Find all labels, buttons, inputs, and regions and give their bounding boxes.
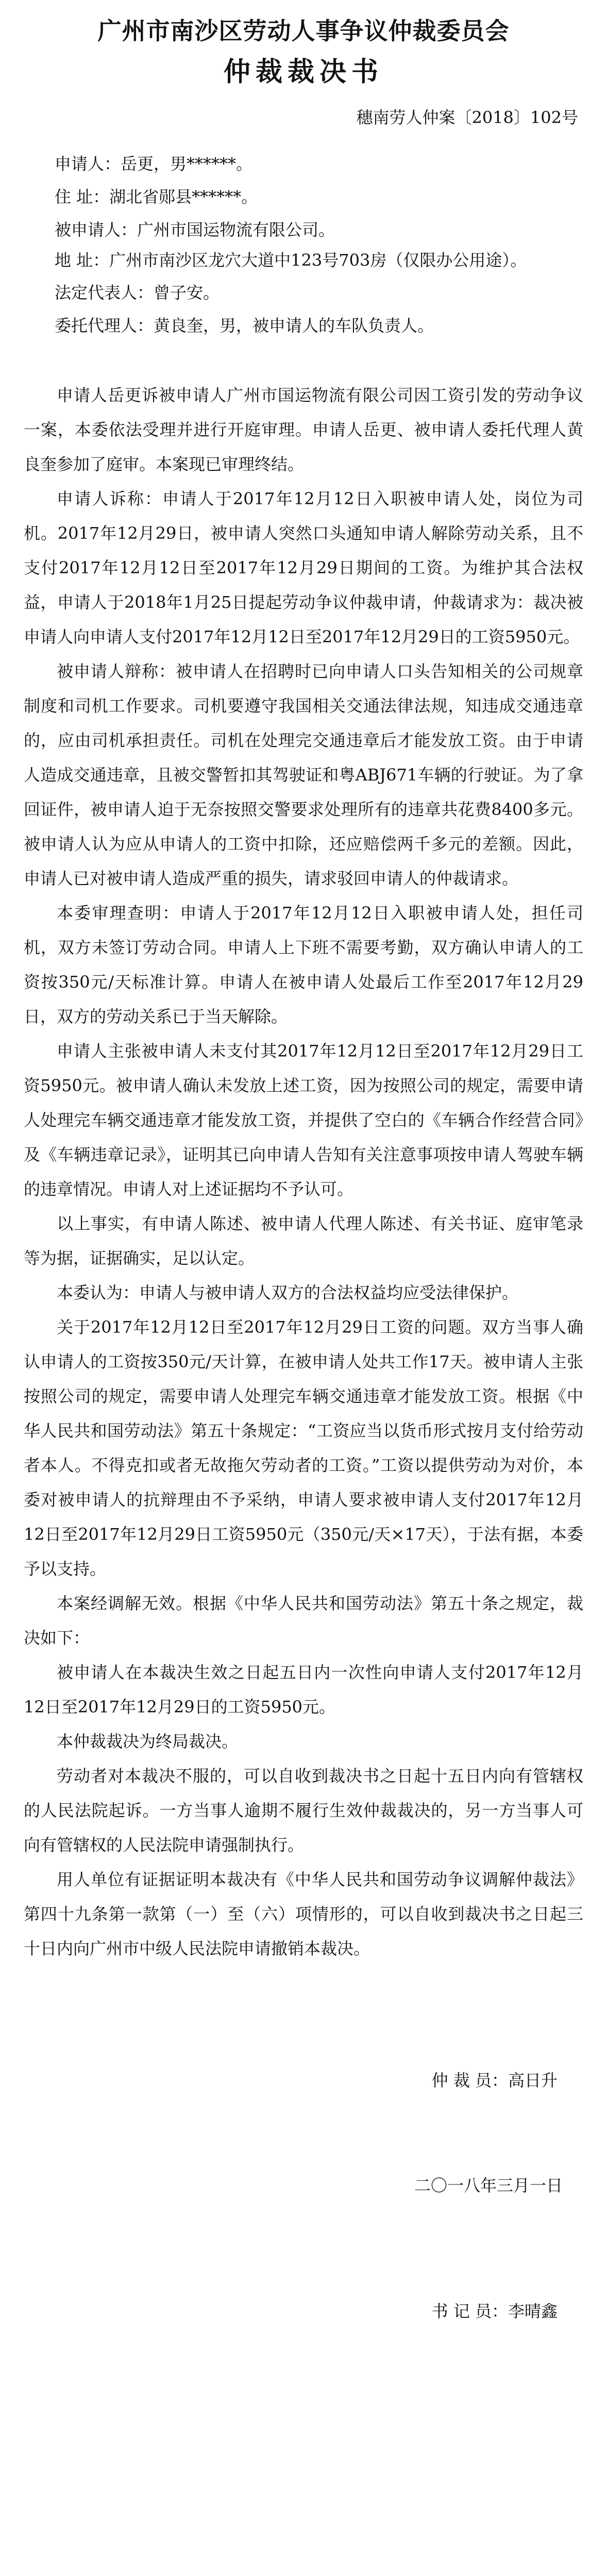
signature-block <box>24 2069 583 2323</box>
legal-representative: 法定代表人：曾子安。 <box>55 283 220 302</box>
issuing-organization: 广州市南沙区劳动人事争议仲裁委员会 <box>97 17 510 45</box>
arbitrator-signature: 仲 裁 员：高日升 <box>431 2071 558 2090</box>
applicant: 申请人：岳更，男******。 <box>55 154 253 174</box>
respondent-defense-paragraph: 被申请人辩称：被申请人在招聘时已向申请人口头告知相关的公司规章制度和司机工作要求。司机要遵守我国相关交通法律法规，知违成交通违章的，应由司机承担责任。司机在处理完交通违章后才能发放工资。由于申请人造成交通违章，且被交警暂扣其驾驶证和粤ABJ671车辆的行驶证。为了拿回证件，被申请人迫于无奈按照交警要求处理所有的违章共花费8400多元。被申请人认为应从申请人的工资中扣除，还应赔偿两千多元的差额。因此，申请人已对被申请人造成严重的损失，请求驳回申请人的仲裁请求。 <box>24 662 583 888</box>
respondent: 被申请人：广州市国运物流有限公司。 <box>55 220 335 240</box>
applicant-address: 住 址：湖北省郧县******。 <box>55 187 258 207</box>
judgment-body <box>24 378 583 1966</box>
party-information <box>24 147 583 342</box>
respondent-address: 地 址：广州市南沙区龙穴大道中123号703房（仅限办公用途）。 <box>55 250 527 270</box>
evidence-paragraph: 申请人主张被申请人未支付其2017年12月12日至2017年12月29日工资5950元。被申请人确认未发放上述工资，因为按照公司的规定，需要申请人处理完车辆交通违章才能发放工资，并提供了空白的《车辆合作经营合同》及《车辆违章记录》，证明其已向申请人告知有关注意事项按申请人驾驶车辆的违章情况。申请人对上述证据均不予认可。 <box>24 1041 583 1199</box>
finality-paragraph: 本仲裁裁决为终局裁决。 <box>57 1732 239 1751</box>
ruling-paragraph: 被申请人在本裁决生效之日起五日内一次性向申请人支付2017年12月12日至2017年12月29日的工资5950元。 <box>24 1663 583 1717</box>
employer-appeal-paragraph: 用人单位有证据证明本裁决有《中华人民共和国劳动争议调解仲裁法》第四十九条第一款第（一）至（六）项情形的，可以自收到裁决书之日起三十日内向广州市中级人民法院申请撤销本裁决。 <box>24 1870 583 1958</box>
document-title: 仲裁裁决书 <box>223 56 383 88</box>
applicant-claim-paragraph: 申请人诉称：申请人于2017年12月12日入职被申请人处，岗位为司机。2017年12月29日，被申请人突然口头通知申请人解除劳动关系，且不支付2017年12月12日至2017年12月29日期间的工资。为维护其合法权益，申请人于2018年1月25日提起劳动争议仲裁申请，仲裁请求为：裁决被申请人向申请人支付2017年12月12日至2017年12月29日的工资5950元。 <box>24 489 583 647</box>
case-intro-paragraph: 申请人岳更诉被申请人广州市国运物流有限公司因工资引发的劳动争议一案，本委依法受理并进行开庭审理。申请人岳更、被申请人委托代理人黄良奎参加了庭审。本案现已审理终结。 <box>24 385 583 474</box>
authorized-agent: 委托代理人：黄良奎，男，被申请人的车队负责人。 <box>55 316 434 335</box>
worker-appeal-paragraph: 劳动者对本裁决不服的，可以自收到裁决书之日起十五日内向有管辖权的人民法院起诉。一方当事人逾期不履行生效仲裁裁决的，另一方当事人可向有管辖权的人民法院申请强制执行。 <box>24 1766 583 1855</box>
facts-found-paragraph: 本委审理查明：申请人于2017年12月12日入职被申请人处，担任司机，双方未签订劳动合同。申请人上下班不需要考勤，双方确认申请人的工资按350元/天标准计算。申请人在被申请人处最后工作至2017年12月29日，双方的劳动关系已于当天解除。 <box>24 903 583 1026</box>
case-number: 穗南劳人仲案〔2018〕102号 <box>356 108 578 127</box>
judgment-date: 二〇一八年三月一日 <box>414 2176 563 2195</box>
wage-issue-paragraph: 关于2017年12月12日至2017年12月29日工资的问题。双方当事人确认申请人的工资按350元/天计算，在被申请人处共工作17天。被申请人主张按照公司的规定，需要申请人处理完车辆交通违章才能发放工资。根据《中华人民共和国劳动法》第五十条规定：“工资应当以货币形式按月支付给劳动者本人。不得克扣或者无故拖欠劳动者的工资。”工资以提供劳动为对价，本委对被申请人的抗辩理由不予采纳，申请人要求被申请人支付2017年12月12日至2017年12月29日工资5950元（350元/天×17天），于法有据，本委予以支持。 <box>24 1317 583 1579</box>
clerk-signature: 书 记 员：李晴鑫 <box>431 2301 558 2321</box>
facts-basis-paragraph: 以上事实，有申请人陈述、被申请人代理人陈述、有关书证、庭审笔录等为据，证据确实，足以认定。 <box>24 1214 583 1268</box>
ruling-intro-paragraph: 本案经调解无效。根据《中华人民共和国劳动法》第五十条之规定，裁决如下： <box>24 1594 583 1648</box>
opinion-paragraph: 本委认为：申请人与被申请人双方的合法权益均应受法律保护。 <box>57 1283 519 1302</box>
